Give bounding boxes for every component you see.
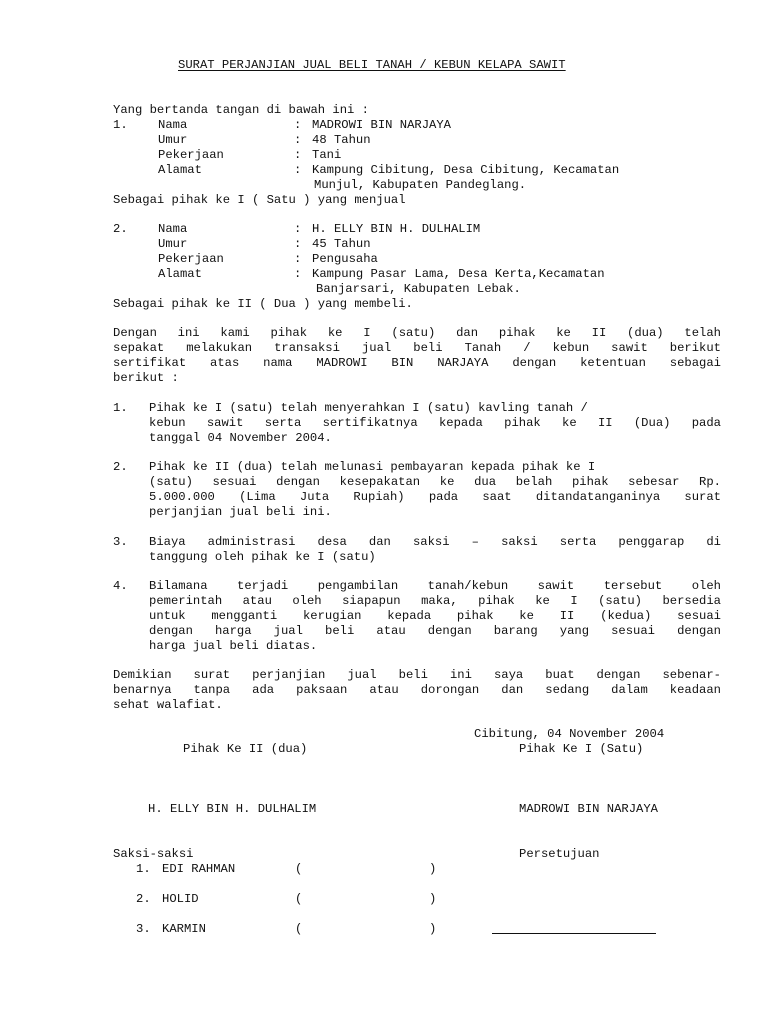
party2-job-value: Pengusaha <box>312 252 378 266</box>
clause-line: kebun sawit serta sertifikatnya kepada pihak ke II (Dua) pada <box>149 416 721 430</box>
party1-address-value: Kampung Cibitung, Desa Cibitung, Kecamatan <box>312 163 620 177</box>
party2-name-label: Nama <box>158 222 188 236</box>
clause-number: 4. <box>113 579 128 593</box>
witness-number: 1. <box>136 862 151 876</box>
party2-age-value: 45 Tahun <box>312 237 371 251</box>
sign-left-name: H. ELLY BIN H. DULHALIM <box>148 802 317 816</box>
party1-age-colon: : <box>294 133 302 147</box>
party1-address-continued: Munjul, Kabupaten Pandeglang. <box>314 178 527 192</box>
intro-line: berikut : <box>113 371 179 385</box>
clause-line: (satu) sesuai dengan kesepakatan ke dua belah pihak sebesar Rp. <box>149 475 721 489</box>
sign-right-role: Pihak Ke I (Satu) <box>519 742 644 756</box>
document-title: SURAT PERJANJIAN JUAL BELI TANAH / KEBUN KELAPA SAWIT <box>178 58 566 72</box>
place-date: Cibitung, 04 November 2004 <box>474 727 665 741</box>
party2-name-colon: : <box>294 222 302 236</box>
intro-line: sertifikat atas nama MADROWI BIN NARJAYA dengan ketentuan sebagai <box>113 356 721 370</box>
clause-line: harga jual beli diatas. <box>149 639 318 653</box>
party2-address-continued: Banjarsari, Kabupaten Lebak. <box>316 282 521 296</box>
sign-right-name: MADROWI BIN NARJAYA <box>519 802 658 816</box>
witness-paren-close: ) <box>429 862 437 876</box>
witness-name: KARMIN <box>162 922 206 936</box>
clause-line: dengan harga jual beli atau dengan barang yang sesuai dengan <box>149 624 721 638</box>
party1-role: Sebagai pihak ke I ( Satu ) yang menjual <box>113 193 406 207</box>
witness-number: 2. <box>136 892 151 906</box>
party2-age-label: Umur <box>158 237 188 251</box>
clause-line: pemerintah atau oleh siapapun maka, pihak ke I (satu) bersedia <box>149 594 721 608</box>
witness-name: EDI RAHMAN <box>162 862 236 876</box>
witness-paren-open: ( <box>295 892 303 906</box>
witness-paren-open: ( <box>295 862 303 876</box>
witness-paren-open: ( <box>295 922 303 936</box>
party1-job-colon: : <box>294 148 302 162</box>
witness-paren-close: ) <box>429 892 437 906</box>
party1-name-colon: : <box>294 118 302 132</box>
party2-number: 2. <box>113 222 128 236</box>
party2-age-colon: : <box>294 237 302 251</box>
opening-line: Yang bertanda tangan di bawah ini : <box>113 103 369 117</box>
party1-number: 1. <box>113 118 128 132</box>
clause-number: 2. <box>113 460 128 474</box>
party2-address-value: Kampung Pasar Lama, Desa Kerta,Kecamatan <box>312 267 605 281</box>
clause-line: Pihak ke II (dua) telah melunasi pembayaran kepada pihak ke I <box>149 460 596 474</box>
party2-job-label: Pekerjaan <box>158 252 224 266</box>
witnesses-label: Saksi-saksi <box>113 847 194 861</box>
clause-line: tanggung oleh pihak ke I (satu) <box>149 550 376 564</box>
witness-number: 3. <box>136 922 151 936</box>
party1-name-label: Nama <box>158 118 188 132</box>
party1-job-label: Pekerjaan <box>158 148 224 162</box>
clause-number: 1. <box>113 401 128 415</box>
party2-address-label: Alamat <box>158 267 202 281</box>
party2-name-value: H. ELLY BIN H. DULHALIM <box>312 222 481 236</box>
party1-address-label: Alamat <box>158 163 202 177</box>
approval-signature-line <box>492 933 656 934</box>
clause-number: 3. <box>113 535 128 549</box>
clause-line: tanggal 04 November 2004. <box>149 431 332 445</box>
party1-name-value: MADROWI BIN NARJAYA <box>312 118 451 132</box>
closing-line: Demikian surat perjanjian jual beli ini saya buat dengan sebenar- <box>113 668 721 682</box>
clause-line: Bilamana terjadi pengambilan tanah/kebun sawit tersebut oleh <box>149 579 721 593</box>
closing-line: benarnya tanpa ada paksaan atau dorongan dan sedang dalam keadaan <box>113 683 721 697</box>
intro-line: Dengan ini kami pihak ke I (satu) dan pihak ke II (dua) telah <box>113 326 721 340</box>
closing-line: sehat walafiat. <box>113 698 223 712</box>
party2-job-colon: : <box>294 252 302 266</box>
party2-address-colon: : <box>294 267 302 281</box>
party1-age-value: 48 Tahun <box>312 133 371 147</box>
clause-line: Pihak ke I (satu) telah menyerahkan I (satu) kavling tanah / <box>149 401 588 415</box>
intro-line: sepakat melakukan transaksi jual beli Tanah / kebun sawit berikut <box>113 341 721 355</box>
approval-label: Persetujuan <box>519 847 600 861</box>
witness-name: HOLID <box>162 892 199 906</box>
clause-line: 5.000.000 (Lima Juta Rupiah) pada saat ditandatanganinya surat <box>149 490 721 504</box>
party1-address-colon: : <box>294 163 302 177</box>
sign-left-role: Pihak Ke II (dua) <box>183 742 308 756</box>
party1-job-value: Tani <box>312 148 342 162</box>
witness-paren-close: ) <box>429 922 437 936</box>
party2-role: Sebagai pihak ke II ( Dua ) yang membeli. <box>113 297 413 311</box>
clause-line: perjanjian jual beli ini. <box>149 505 332 519</box>
clause-line: untuk mengganti kerugian kepada pihak ke II (kedua) sesuai <box>149 609 721 623</box>
party1-age-label: Umur <box>158 133 188 147</box>
clause-line: Biaya administrasi desa dan saksi – saksi serta penggarap di <box>149 535 721 549</box>
